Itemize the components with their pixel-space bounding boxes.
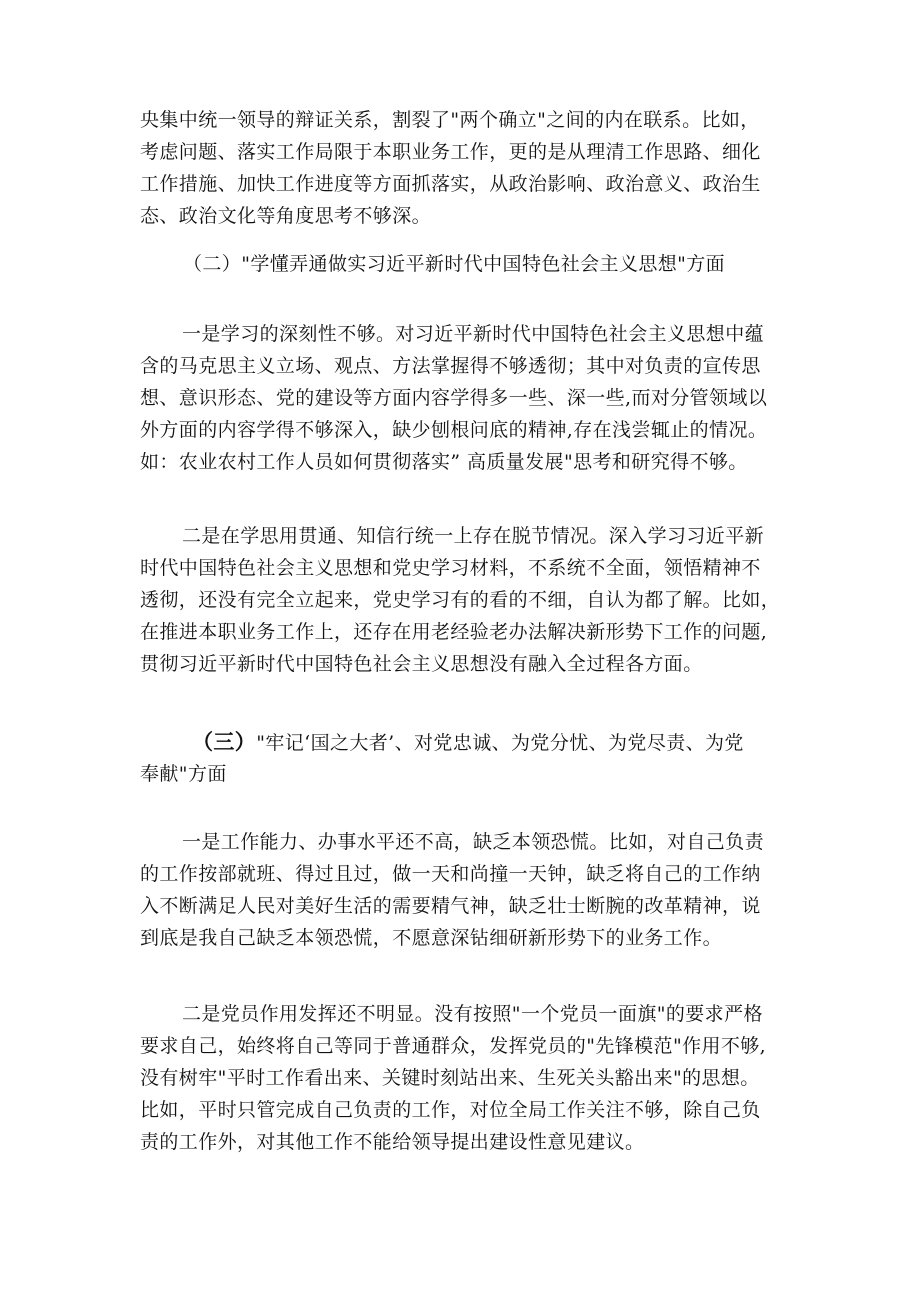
text-line: 到底是我自己缺乏本领恐慌，不愿意深钻细研新形势下的业务工作。 [140,927,723,949]
heading-number: （三） [192,729,257,754]
text-line: 考虑问题、落实工作局限于本职业务工作，更的是从理清工作思路、细化 [140,141,761,163]
paragraph-study-practice [140,520,788,680]
section-heading-3 [140,726,788,790]
paragraph-continuation [140,104,788,232]
text-line: 央集中统一领导的辩证关系，割裂了"两个确立"之间的内在联系。比如， [140,109,760,131]
paragraph-learning-depth [140,318,788,478]
text-line: 透彻，还没有完全立起来，党史学习有的看的不细，自认为都了解。比如， [140,589,781,611]
paragraph-work-ability [140,826,788,954]
text-line: 态、政治文化等角度思考不够深。 [140,205,432,227]
heading-line: 奉献"方面 [140,763,227,785]
text-line: 二是党员作用发挥还不明显。没有按照"一个党员一面旗"的要求严格 [182,1003,763,1025]
text-line: 没有树牢"平时工作看出来、关键时刻站出来、生死关头豁出来"的思想。 [140,1067,760,1089]
heading-line [140,726,788,758]
text-line: 二是在学思用贯通、知信行统一上存在脱节情况。深入学习习近平新 [182,525,765,547]
text-line: 贯彻习近平新时代中国特色社会主义思想没有融入全过程各方面。 [140,653,703,675]
text-line: 责的工作外，对其他工作不能给领导提出建设性意见建议。 [140,1131,645,1153]
text-line: 在推进本职业务工作上，还存在用老经验老办法解决新形势下工作的问题, [140,621,768,643]
text-line: 一是学习的深刻性不够。对习近平新时代中国特色社会主义思想中蕴 [182,323,765,345]
text-line: 时代中国特色社会主义思想和党史学习材料，不系统不全面，领悟精神不 [140,557,761,579]
text-line: 如：农业农村工作人员如何贯彻落实” 高质量发展"思考和研究得不够。 [140,451,748,473]
text-line: 一是工作能力、办事水平还不高，缺乏本领恐慌。比如，对自己负责 [182,831,765,853]
heading-text: "牢记‘国之大者’、对党忠诚、为党分忧、为党尽责、为党 [256,732,744,754]
text-line: 含的马克思主义立场、观点、方法掌握得不够透彻；其中对负责的宣传思 [140,355,761,377]
text-line: 比如，平时只管完成自己负责的工作，对位全局工作关注不够，除自己负 [140,1099,761,1121]
section-heading-2 [183,248,831,280]
paragraph-party-member-role [140,998,788,1158]
text-line: 要求自己，始终将自己等同于普通群众，发挥党员的"先锋模范"作用不够, [140,1035,767,1057]
text-line: 入不断满足人民对美好生活的需要精气神，缺乏壮士断腕的改革精神，说 [140,895,761,917]
text-line: 工作措施、加快工作进度等方面抓落实，从政治影响、政治意义、政治生 [140,173,761,195]
text-line: 的工作按部就班、得过且过，做一天和尚撞一天钟，缺乏将自己的工作纳 [140,863,761,885]
heading-text: （二）"学懂弄通做实习近平新时代中国特色社会主义思想"方面 [183,253,726,275]
text-line: 想、意识形态、党的建设等方面内容学得多一些、深一些,而对分管领域以 [140,387,768,409]
text-line: 外方面的内容学得不够深入，缺少刨根问底的精神,存在浅尝辄止的情况。 [140,419,768,441]
